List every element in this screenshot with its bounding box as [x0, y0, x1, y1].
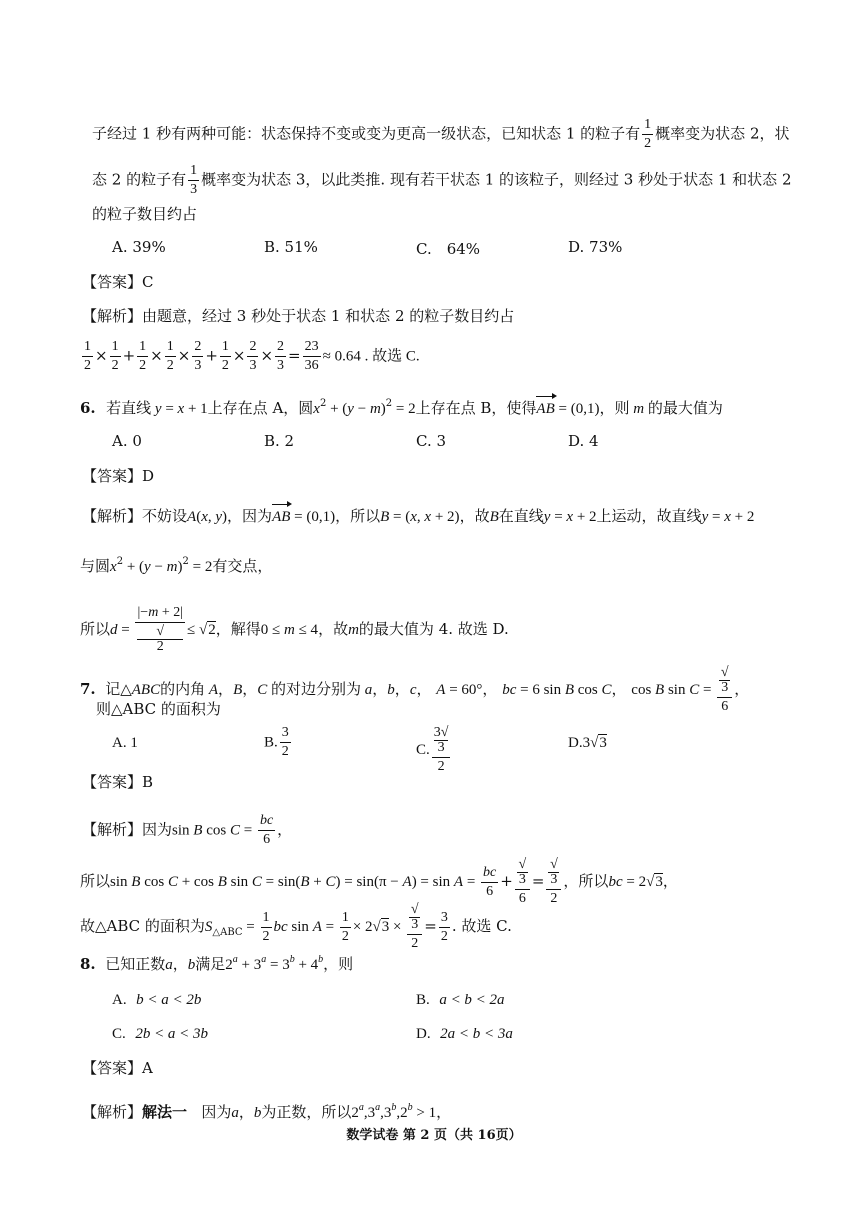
q7-answer: 【答案】B	[82, 773, 154, 791]
page-footer: 数学试卷 第 2 页（共 16页）	[346, 1128, 522, 1143]
q8-stem: 8. 已知正数a，b满足$2^a + 3^a = 3^b + 4^b$，则	[80, 954, 354, 973]
q6-analysis-line2: 与圆$x^2 + (y - m)^2 = 2$有交点，	[80, 556, 273, 575]
q8-option-c: C. 2b < a < 3b	[112, 1026, 209, 1042]
q6-option-d: D. 4	[568, 432, 599, 450]
q6-option-b: B. 2	[264, 432, 295, 450]
q6-analysis-line1: 【解析】不妨设A(x, y)，因为AB = (0,1)，所以B = (x, x + 2)，故B在直线y = x + 2上运动，故直线y = x + 2	[82, 507, 755, 525]
q5-answer: 【答案】C	[82, 273, 154, 291]
q5-option-d: D. 73%	[568, 238, 623, 256]
q7-option-d: D.3√3	[568, 735, 607, 751]
q8-analysis: 【解析】解法一 因为a，b为正数，所以$2^a,3^a,3^b,2^b > 1$，	[82, 1102, 452, 1121]
q8-option-a: A. b < a < 2b	[112, 992, 202, 1008]
q6-option-c: C. 3	[416, 432, 447, 450]
q7-stem-line2: 则△ABC 的面积为	[96, 700, 221, 718]
q8-answer: 【答案】A	[82, 1059, 153, 1077]
q7-option-a: A. 1	[112, 735, 138, 751]
q5-option-a: A. 39%	[112, 238, 166, 256]
q5-analysis: 【解析】由题意，经过 3 秒处于状态 1 和状态 2 的粒子数目约占	[82, 307, 515, 325]
q5-stem-line1: 子经过 1 秒有两种可能：状态保持不变或变为更高一级状态，已知状态 1 的粒子有 $\frac{1}{2}$ 概率变为状态 2，状	[92, 117, 790, 151]
q8-option-d: D. 2a < b < 3a	[416, 1026, 513, 1042]
q5-option-c: C. 64%	[416, 240, 481, 258]
q5-stem-line2: 态 2 的粒子有 $\frac{1}{3}$ 概率变为状态 3，以此类推. 现有若干状态 1 的该粒子，则经过 3 秒处于状态 1 和状态 2	[92, 163, 792, 197]
q6-answer: 【答案】D	[82, 467, 155, 485]
q7-analysis-line3: 故△ABC 的面积为$S_{\triangle ABC}$ = $\frac{1}{2}$ bc sin A = $\frac{1}{2}$ × 2√3 × √ 3 2 = $\frac{3}{2}$ . 故选 C.	[80, 902, 512, 951]
q6-stem: 6. 若直线 y = x + 1上存在点 A，圆$x^2 + (y - m)^2 = 2$上存在点 B，使得AB = (0,1)，则 m 的最大值为	[80, 398, 723, 417]
q8-option-b: B. a < b < 2a	[416, 992, 505, 1008]
q7-stem-line1: 7. 记△ABC的内角 A，B，C 的对边分别为 a，b，c， A = 60°， bc = 6 sin B cos C， cos B sin C = √ 3 6 ，	[80, 665, 750, 714]
q5-formula: $\frac{1}{2}$ × $\frac{1}{2}$ + $\frac{1}{2}$ × $\frac{1}{2}$ × $\frac{2}{3}$ + $\frac{1}{2}$ × $\frac{2}{3}$ × $\frac{2}{3}$ = $\frac{23}{36}$ ≈ 0.64 . 故选 C.	[84, 339, 420, 373]
q7-analysis-line1: 【解析】因为sin B cos C = $\frac{bc}{6}$ ，	[82, 813, 293, 847]
q7-option-b: B. $\frac{3}{2}$	[264, 725, 289, 759]
fraction-1-3: $\frac{1}{3}$	[190, 163, 198, 197]
q7-option-c: C. 3√ 3 2	[416, 725, 449, 774]
q6-analysis-line3: 所以d = |−m + 2| √ 2 ≤ √2，解得0 ≤ m ≤ 4，故m的最大值为 4. 故选 D.	[80, 605, 509, 654]
fraction-1-2: $\frac{1}{2}$	[644, 117, 652, 151]
q6-option-a: A. 0	[112, 432, 142, 450]
q5-option-b: B. 51%	[264, 238, 318, 256]
q5-stem-line3: 的粒子数目约占	[92, 205, 198, 223]
q7-analysis-line2: 所以sin B cos C + cos B sin C = sin(B + C) = sin(π − A) = sin A = $\frac{bc}{6}$ + √ 3 6 = √ 3 2 ，所以bc = 2√3，	[80, 857, 678, 906]
